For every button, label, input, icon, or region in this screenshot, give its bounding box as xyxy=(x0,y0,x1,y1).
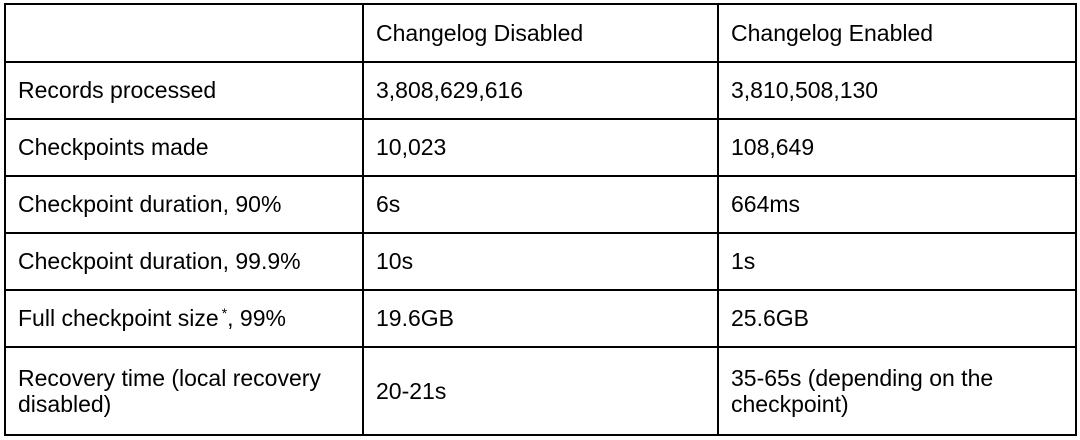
table-row-records-processed xyxy=(5,62,1076,119)
value-cell-disabled: 19.6GB xyxy=(363,290,718,347)
value-cell-disabled: 3,808,629,616 xyxy=(363,62,718,119)
value-cell-enabled: 25.6GB xyxy=(718,290,1076,347)
corner-cell xyxy=(5,4,363,62)
table-row-checkpoint-duration-90 xyxy=(5,176,1076,233)
value-cell-disabled: 20-21s xyxy=(363,347,718,435)
row-label-suffix: , 99% xyxy=(227,305,286,332)
table-row-full-checkpoint-size xyxy=(5,290,1076,347)
column-header-changelog-disabled: Changelog Disabled xyxy=(363,4,718,62)
column-header-changelog-enabled: Changelog Enabled xyxy=(718,4,1076,62)
table-row-checkpoint-duration-999 xyxy=(5,233,1076,290)
value-cell-disabled: 6s xyxy=(363,176,718,233)
table-row-checkpoints-made xyxy=(5,119,1076,176)
row-label: Records processed xyxy=(5,62,363,119)
value-cell-enabled: 35-65s (depending on the checkpoint) xyxy=(718,347,1076,435)
row-label: Checkpoint duration, 90% xyxy=(5,176,363,233)
table-row-recovery-time xyxy=(5,347,1076,435)
header-row xyxy=(5,4,1076,62)
row-label-text: Full checkpoint size xyxy=(18,305,219,332)
comparison-table xyxy=(4,3,1077,436)
row-label: Checkpoint duration, 99.9% xyxy=(5,233,363,290)
footnote-asterisk: * xyxy=(221,304,228,321)
value-cell-enabled: 108,649 xyxy=(718,119,1076,176)
value-cell-enabled: 664ms xyxy=(718,176,1076,233)
value-cell-enabled: 3,810,508,130 xyxy=(718,62,1076,119)
value-cell-disabled: 10,023 xyxy=(363,119,718,176)
row-label: Recovery time (local recovery disabled) xyxy=(5,347,363,435)
row-label xyxy=(5,290,363,347)
value-cell-disabled: 10s xyxy=(363,233,718,290)
value-cell-enabled: 1s xyxy=(718,233,1076,290)
row-label: Checkpoints made xyxy=(5,119,363,176)
